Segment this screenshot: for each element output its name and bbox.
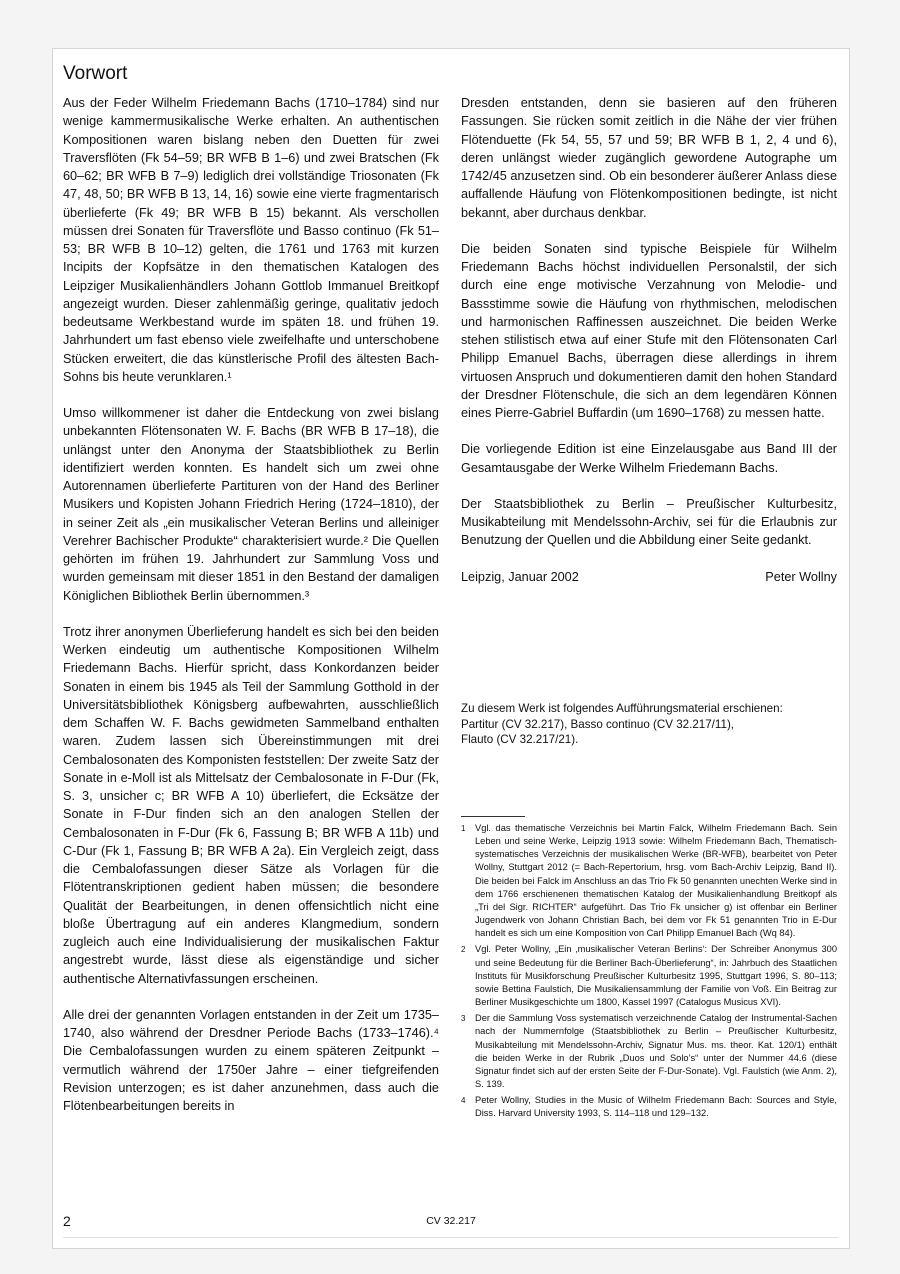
footnotes bbox=[461, 822, 837, 1123]
footnote-number: 3 bbox=[461, 1014, 466, 1024]
place-date: Leipzig, Januar 2002 bbox=[461, 569, 579, 584]
performance-material-note bbox=[461, 701, 837, 748]
footer-divider bbox=[63, 1237, 839, 1238]
paragraph: Dresden entstanden, denn sie basieren auf den früheren Fassungen. Sie rücken somit zeitlich in die Nähe der vier frühen Flötenduette (Fk 54, 55, 57 und 59; BR WFB B 1, 2, 4 und 6), deren unlängst wieder zugänglich gewordene Autographe um 1742/45 anzusetzen sind. Ob ein besonderer äußerer Anlass diese auffallende Häufung von Flötenkompositionen bedingte, ist nicht bekannt, aber durchaus denkbar. bbox=[461, 96, 837, 220]
catalog-number: CV 32.217 bbox=[426, 1215, 476, 1227]
footnote bbox=[461, 1012, 837, 1091]
right-column bbox=[461, 94, 837, 586]
paragraph: Die beiden Sonaten sind typische Beispiele für Wilhelm Friedemann Bachs höchst individuellen Personalstil, der sich durch eine enge motivische Verzahnung von Melodie- und Bassstimme sowie die Häufung von rhythmischen, melodischen und harmonischen Raffinessen auszeichnet. Die beiden Werke stehen stilistisch etwa auf einer Stufe mit den Flötensonaten Carl Philipp Emanuel Bachs, überragen diese allerdings in ihrem virtuosen Anspruch und dokumentieren damit den hohen Standard der Dresdner Flötenschule, die sich an dem legendären Können eines Pierre-Gabriel Buffardin (um 1690–1768) zu messen hatte. bbox=[461, 241, 837, 420]
footnote-text: Vgl. das thematische Verzeichnis bei Martin Falck, Wilhelm Friedemann Bach. Sein Leben und seine Werke, Leipzig 1913 sowie: Wilhelm Friedemann Bach, Thematisch-systematisches Verzeichnis der musikalischen Werke (BR-WFB), bearbeitet von Peter Wollny, Stuttgart 2012 (= Bach-Repertorium, hrsg. vom Bach-Archiv Leipzig, Band II). Die beiden bei Falck im Anschluss an das Trio Fk 50 genannten unechten Werke sind in dem 1766 erschienenen thematischen Katalog der Musikalienhandlung Breitkopf als „Tri del Sigr. RICHTER“ aufgeführt. Das Trio Fk unsicher g) ist offenbar ein Berliner Jugendwerk von Johann Christian Bach, bei dem vor Fk 51 genannten Trio in E-Dur handelt es sich um eine Komposition von Carl Philipp Emanuel Bach (Wq 84). bbox=[475, 823, 837, 939]
page-title: Vorwort bbox=[63, 63, 128, 84]
paragraph: Die vorliegende Edition ist eine Einzelausgabe aus Band III der Gesamtausgabe der Werke Wilhelm Friedemann Bachs. bbox=[461, 442, 837, 475]
document-page bbox=[52, 48, 850, 1249]
footnote bbox=[461, 1094, 837, 1120]
footnote-separator bbox=[461, 816, 525, 817]
footnote-text: Vgl. Peter Wollny, „Ein ‚musikalischer Veteran Berlins‘: Der Schreiber Anonymus 300 und seine Bedeutung für die Berliner Bach-Überlieferung“, in: Jahrbuch des Staatlichen Instituts für Musikforschung Preußischer Kulturbesitz 1995, Stuttgart 1996, S. 80–113; sowie Bettina Faulstich, Die Musikaliensammlung der Familie von Voß. Ein Beitrag zur Berliner Musikgeschichte um 1800, Kassel 1997 (Catalogus Musicus XVI). bbox=[475, 944, 837, 1008]
signature-line bbox=[461, 568, 837, 586]
left-column bbox=[63, 94, 439, 1133]
footnote bbox=[461, 943, 837, 1009]
author-name: Peter Wollny bbox=[765, 569, 837, 584]
paragraph: Alle drei der genannten Vorlagen entstanden in der Zeit um 1735–1740, also während der Dresdner Periode Bachs (1733–1746).⁴ Die Cembalofassungen wurden zu einem späteren Zeitpunkt – vermutlich während der 1750er Jahre – einer tiefgreifenden Revision unterzogen; es ist daher anzunehmen, dass auch die Flötenbearbeitungen bereits in bbox=[63, 1007, 439, 1113]
footnote-text: Der die Sammlung Voss systematisch verzeichnende Catalog der Instrumental-Sachen nach der Nummernfolge (Staatsbibliothek zu Berlin – Preußischer Kulturbesitz, Musikabteilung mit Mendelssohn-Archiv, Signatur Mus. ms. theor. Kat. 120/1) enthält die beiden Werke in der Rubrik „Duos und Solo’s“ unter der Nummer 44.6 (diese Signatur findet sich auf der ersten Seite der F-Dur-Sonate). Vgl. Faulstich (wie Anm. 2), S. 139. bbox=[475, 1013, 837, 1089]
footnote-number: 1 bbox=[461, 824, 466, 833]
footnote bbox=[461, 822, 837, 940]
footnote-number: 4 bbox=[461, 1096, 466, 1106]
note-line: Zu diesem Werk ist folgendes Aufführungsmaterial erschienen: bbox=[461, 702, 783, 715]
paragraph: Aus der Feder Wilhelm Friedemann Bachs (1710–1784) sind nur wenige kammermusikalische Werke erhalten. An authentischen Kompositionen waren bislang neben den Duetten für zwei Traversflöten (Fk 54–59; BR WFB B 1–6) und zwei Bratschen (Fk 60–62; BR WFB B 7–9) lediglich drei vollständige Triosonaten (Fk 47, 48, 50; BR WFB B 13, 14, 16) sowie eine vierte fragmentarisch überlieferte (Fk 49; BR WFB B 15) bekannt. Als verschollen müssen drei Sonaten für Traversflöte und Basso continuo (Fk 51–53; BR WFB B 10–12) gelten, die 1761 und 1763 mit kurzen Incipits der Kopfsätze in den thematischen Katalogen des Leipziger Musikalienhändlers Johann Gottlob Immanuel Breitkopf angezeigt wurden. Dieser zahlenmäßig geringe, qualitativ jedoch bedeutsame Werkbestand wurde im späten 18. und frühen 19. Jahrhundert um fast ebenso viele zweifelhafte und unterschobene Stücken erweitert, die das künstlerische Profil des ältesten Bach-Sohns bis heute verunklaren.¹ bbox=[63, 96, 439, 384]
note-line: Partitur (CV 32.217), Basso continuo (CV 32.217/11), bbox=[461, 717, 735, 731]
paragraph: Umso willkommener ist daher die Entdeckung von zwei bislang unbekannten Flötensonaten W. F. Bachs (BR WFB B 17–18), die unlängst unter den Anonyma der Staatsbibliothek zu Berlin identifiziert werden konnten. Es handelt sich um zwei ohne Autorennamen überlieferte Partituren von der Hand des Berliner Musikers und Kopisten Johann Friedrich Hering (1724–1810), der in seiner Zeit als „ein musikalischer Veteran Berlins und alleiniger Verehrer Bachischer Produkte“ charakterisiert wurde.² Die Quellen gehörten im frühen 19. Jahrhundert zur Sammlung Voss und wurden gemeinsam mit dieser 1851 in den Bestand der damaligen Königlichen Bibliothek Berlin übernommen.³ bbox=[63, 406, 439, 603]
footnote-number: 2 bbox=[461, 945, 466, 955]
paragraph: Der Staatsbibliothek zu Berlin – Preußischer Kulturbesitz, Musikabteilung mit Mendelssohn-Archiv, sei für die Erlaubnis zur Benutzung der Quellen und die Abbildung einer Seite gedankt. bbox=[461, 496, 837, 548]
footnote-text: Peter Wollny, Studies in the Music of Wilhelm Friedemann Bach: Sources and Style, Diss. Harvard University 1993, S. 114–118 und 129–132. bbox=[475, 1095, 837, 1119]
page-number: 2 bbox=[63, 1213, 71, 1229]
paragraph: Trotz ihrer anonymen Überlieferung handelt es sich bei den beiden Werken eindeutig um authentische Kompositionen Wilhelm Friedemann Bachs. Hierfür spricht, dass Konkordanzen beider Sonaten in einem bis 1945 als Teil der Sammlung Gotthold in der Universitätsbibliothek Königsberg aufbewahrten, ausschließlich dem Schaffen W. F. Bachs gewidmeten Sammelband enthalten waren. Zudem lassen sich Übereinstimmungen mit drei Cembalosonaten des Komponisten feststellen: Der zweite Satz der Sonate in e-Moll ist als Mittelsatz der Cembalosonate in F-Dur (Fk, S. 3, unsicher c; BR WFB A 10) überliefert, die Ecksätze der Sonate in F-Dur finden sich an den analogen Stellen der Cembalosonaten in F-Dur (Fk 6, Fassung B; BR WFB A 11b) und C-Dur (Fk 1, Fassung B; BR WFB A 2a). Ein Vergleich zeigt, dass die Cembalofassungen dieser Sätze als Vorlagen für die Flötentranskriptionen gedient haben müssen; die besondere Qualität der Bearbeitungen, in denen offensichtlich nicht eine bloße Übertragung auf ein anderes Klangmedium, sondern zugleich auch eine Individualisierung der musikalischen Faktur angestrebt wurde, lässt diese als eigenständige und sicher authentische Alternativfassungen erscheinen. bbox=[63, 624, 439, 986]
note-line: Flauto (CV 32.217/21). bbox=[461, 733, 579, 746]
